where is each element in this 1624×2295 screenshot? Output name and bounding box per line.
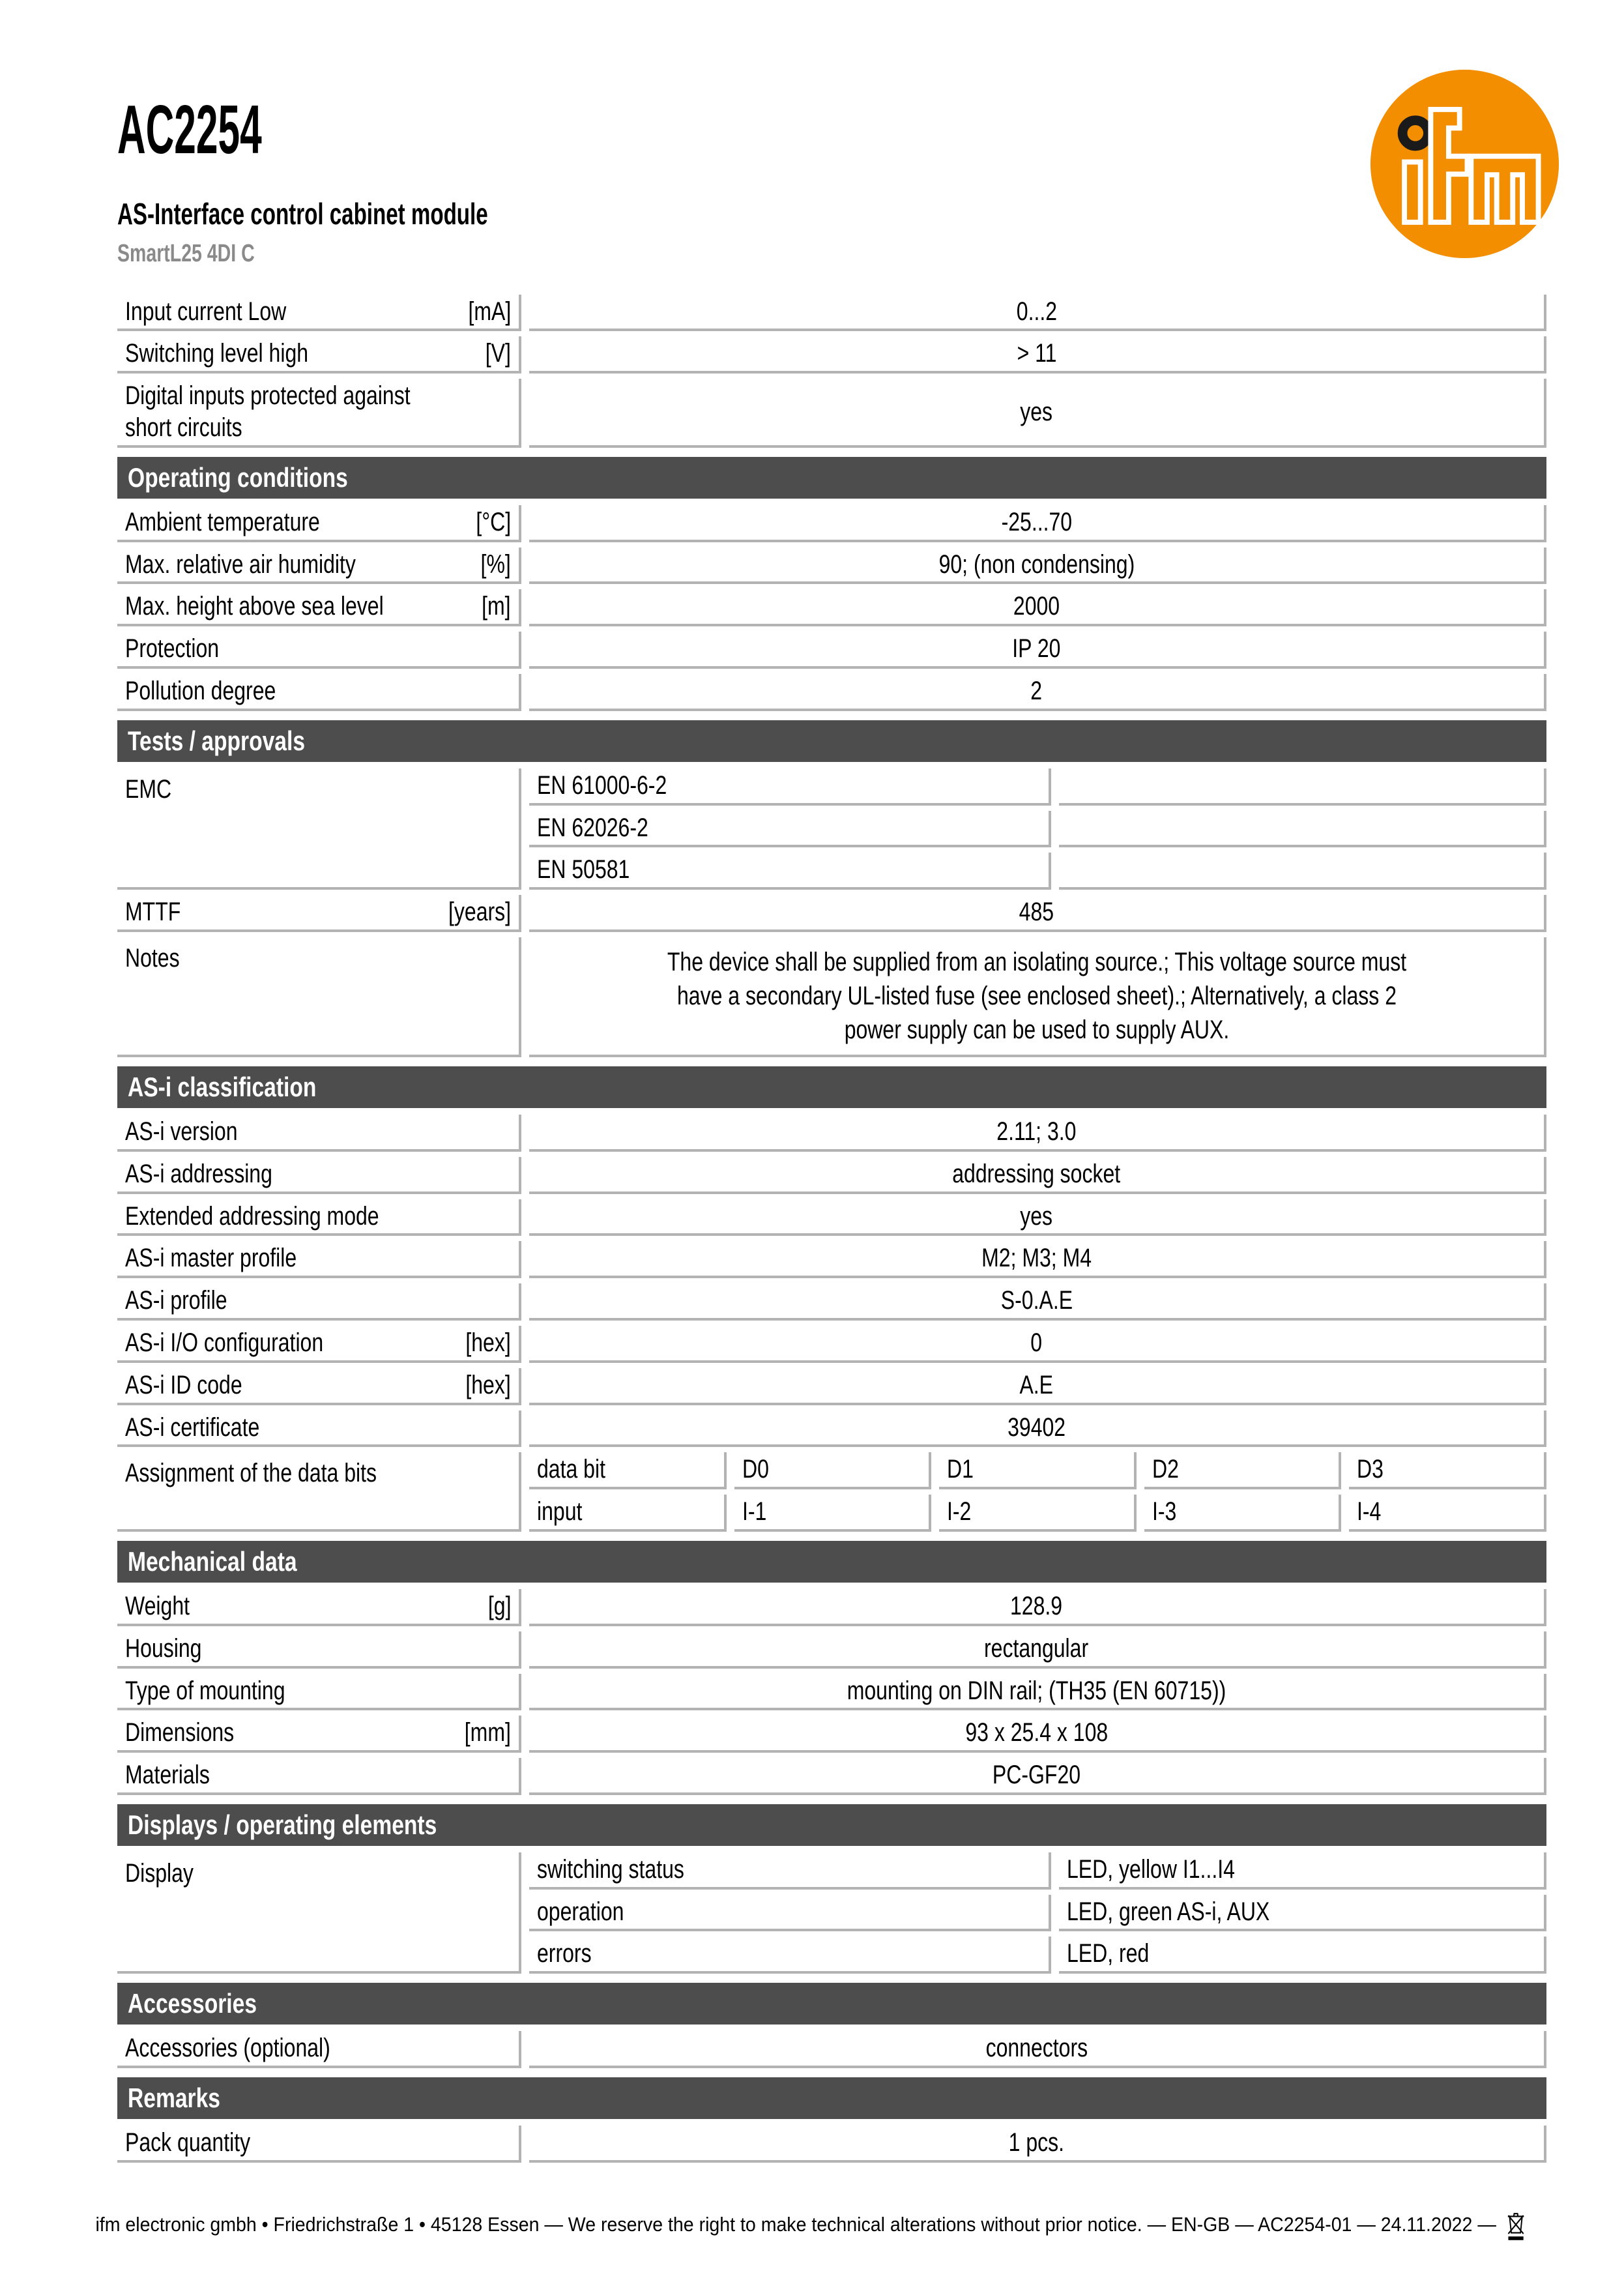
spec-row bbox=[117, 1241, 1546, 1278]
row-label: Display bbox=[125, 1858, 194, 1888]
sub-cell bbox=[734, 1495, 932, 1532]
sub-cell-value: EN 50581 bbox=[537, 855, 630, 884]
row-label-cell bbox=[117, 505, 521, 542]
row-value: 2000 bbox=[1013, 592, 1060, 621]
spec-row bbox=[117, 548, 1546, 585]
spec-row bbox=[117, 1157, 1546, 1194]
spec-row bbox=[117, 1758, 1546, 1795]
row-label: Assignment of the data bits bbox=[125, 1459, 377, 1488]
sub-row bbox=[529, 1895, 1546, 1932]
sub-table bbox=[529, 1452, 1546, 1532]
row-label-cell bbox=[117, 1411, 521, 1448]
sub-cell-value: I-2 bbox=[947, 1497, 972, 1527]
row-unit: [hex] bbox=[465, 1328, 511, 1357]
weee-crossed-bin-icon bbox=[1503, 2206, 1529, 2243]
row-value: 90; (non condensing) bbox=[938, 549, 1135, 579]
spec-row bbox=[117, 2031, 1546, 2068]
sub-cell-value: D1 bbox=[947, 1455, 974, 1484]
sub-cell bbox=[1059, 811, 1546, 848]
row-value-cell bbox=[529, 1631, 1546, 1669]
sub-cell bbox=[529, 1895, 1051, 1932]
row-value: 1 pcs. bbox=[1008, 2128, 1065, 2157]
row-value: A.E bbox=[1019, 1370, 1054, 1399]
row-label-cell bbox=[117, 1368, 521, 1405]
sub-row bbox=[529, 811, 1546, 848]
row-label: Materials bbox=[125, 1761, 210, 1790]
sub-table bbox=[529, 768, 1546, 890]
row-value: yes bbox=[1020, 1201, 1053, 1231]
row-value-cell bbox=[529, 1199, 1546, 1236]
sub-row bbox=[529, 768, 1546, 806]
spec-row bbox=[117, 1674, 1546, 1711]
sub-table bbox=[529, 1852, 1546, 1974]
row-value: S-0.A.E bbox=[1000, 1286, 1073, 1315]
row-value: 0...2 bbox=[1016, 297, 1057, 326]
row-unit: [g] bbox=[487, 1591, 511, 1620]
spec-row bbox=[117, 295, 1546, 332]
row-label: Input current Low bbox=[125, 297, 287, 326]
sub-cell-value: LED, green AS-i, AUX bbox=[1066, 1897, 1269, 1926]
row-label-cell bbox=[117, 1589, 521, 1626]
row-value: rectangular bbox=[984, 1633, 1089, 1663]
sub-cell-value: D3 bbox=[1357, 1455, 1384, 1484]
row-value: The device shall be supplied from an isolating source.; This voltage source must have a secondary UL-listed fuse (see enclosed sheet).; Alternatively, a class 2 power supply can be used to supply AUX. bbox=[667, 947, 1406, 1044]
row-value-cell bbox=[529, 295, 1546, 332]
row-label-cell bbox=[117, 2126, 521, 2163]
row-value-cell bbox=[529, 1115, 1546, 1152]
spec-row bbox=[117, 1452, 1546, 1532]
footer-text: ifm electronic gmbh • Friedrichstraße 1 • 45128 Essen — We reserve the right to make technical alterations without prior notice. — EN-GB — AC2254-01 — 24.11.2022 — bbox=[95, 2213, 1496, 2236]
row-label: Accessories (optional) bbox=[125, 2034, 330, 2063]
spec-row bbox=[117, 1411, 1546, 1448]
spec-row bbox=[117, 2126, 1546, 2163]
row-value-cell bbox=[529, 895, 1546, 932]
row-label-cell bbox=[117, 1852, 521, 1974]
row-label: Type of mounting bbox=[125, 1676, 285, 1705]
row-value: PC-GF20 bbox=[992, 1761, 1081, 1790]
row-label: Digital inputs protected against short circuits bbox=[125, 381, 411, 442]
sub-cell bbox=[1059, 1895, 1546, 1932]
section-header bbox=[117, 2077, 1546, 2119]
sub-cell-value: data bit bbox=[537, 1455, 605, 1484]
sub-cell-value: EN 61000-6-2 bbox=[537, 770, 667, 800]
row-label: AS-i version bbox=[125, 1117, 238, 1146]
spec-row bbox=[117, 589, 1546, 626]
sub-cell bbox=[1059, 853, 1546, 890]
spec-row bbox=[117, 336, 1546, 373]
sub-row bbox=[529, 1452, 1546, 1489]
row-value-cell bbox=[529, 589, 1546, 626]
spec-row bbox=[117, 1199, 1546, 1236]
sub-cell-value: D0 bbox=[742, 1455, 769, 1484]
row-label: AS-i profile bbox=[125, 1286, 227, 1315]
section-header bbox=[117, 457, 1546, 499]
row-label-cell bbox=[117, 768, 521, 890]
sub-cell-value: errors bbox=[537, 1939, 592, 1968]
row-value-cell bbox=[529, 1241, 1546, 1278]
row-label: EMC bbox=[125, 774, 172, 804]
row-label-cell bbox=[117, 379, 521, 448]
row-value-cell bbox=[529, 632, 1546, 669]
row-label: Dimensions bbox=[125, 1718, 235, 1747]
spec-row bbox=[117, 1326, 1546, 1363]
row-label-cell bbox=[117, 295, 521, 332]
sub-cell bbox=[939, 1495, 1137, 1532]
sub-cell-value: I-1 bbox=[742, 1497, 766, 1527]
row-value-cell bbox=[529, 1716, 1546, 1753]
row-value: 0 bbox=[1030, 1328, 1043, 1357]
sub-cell-value: operation bbox=[537, 1897, 624, 1926]
page-footer bbox=[65, 2206, 1559, 2243]
page-subtitle: AS-Interface control cabinet module bbox=[117, 197, 488, 231]
section-header-label: AS-i classification bbox=[128, 1071, 317, 1102]
section-header bbox=[117, 720, 1546, 762]
row-label-cell bbox=[117, 1326, 521, 1363]
spec-row bbox=[117, 1589, 1546, 1626]
spec-row bbox=[117, 379, 1546, 448]
row-label: Switching level high bbox=[125, 339, 309, 368]
row-label: Weight bbox=[125, 1591, 190, 1620]
row-value: IP 20 bbox=[1012, 634, 1061, 664]
row-unit: [mA] bbox=[468, 297, 511, 326]
row-label: AS-i addressing bbox=[125, 1159, 272, 1188]
sub-cell bbox=[529, 1452, 727, 1489]
sub-row bbox=[529, 1937, 1546, 1974]
row-label-cell bbox=[117, 2031, 521, 2068]
row-label-cell bbox=[117, 937, 521, 1057]
row-label-cell bbox=[117, 1241, 521, 1278]
row-label-cell bbox=[117, 1157, 521, 1194]
sub-cell bbox=[1349, 1495, 1546, 1532]
row-label: Ambient temperature bbox=[125, 507, 320, 536]
sub-cell bbox=[529, 1937, 1051, 1974]
row-value-cell bbox=[529, 1326, 1546, 1363]
row-value-cell bbox=[529, 2031, 1546, 2068]
row-label-cell bbox=[117, 589, 521, 626]
spec-row bbox=[117, 768, 1546, 890]
spec-row bbox=[117, 1115, 1546, 1152]
row-unit: [mm] bbox=[464, 1718, 511, 1747]
sub-cell bbox=[734, 1452, 932, 1489]
sub-cell-value: D2 bbox=[1152, 1455, 1179, 1484]
row-unit: [V] bbox=[485, 339, 511, 368]
section-header bbox=[117, 1541, 1546, 1583]
sub-cell bbox=[1349, 1452, 1546, 1489]
row-value-cell bbox=[529, 1411, 1546, 1448]
sub-cell bbox=[1059, 1937, 1546, 1974]
sub-cell-value: EN 62026-2 bbox=[537, 813, 648, 842]
sub-row bbox=[529, 1495, 1546, 1532]
sub-cell bbox=[529, 1852, 1051, 1890]
row-value: 39402 bbox=[1007, 1412, 1066, 1442]
sub-cell bbox=[1059, 768, 1546, 806]
row-label: AS-i I/O configuration bbox=[125, 1328, 324, 1357]
page-title: AC2254 bbox=[117, 91, 262, 168]
row-value-cell bbox=[529, 1589, 1546, 1626]
spec-row bbox=[117, 632, 1546, 669]
row-value-cell bbox=[529, 937, 1546, 1057]
spec-table bbox=[117, 295, 1546, 2163]
sub-row bbox=[529, 1852, 1546, 1890]
row-unit: [%] bbox=[480, 549, 511, 579]
section-header-label: Operating conditions bbox=[128, 461, 348, 493]
row-value: connectors bbox=[985, 2034, 1088, 2063]
section-header-label: Accessories bbox=[128, 1988, 257, 2019]
row-value-cell bbox=[529, 505, 1546, 542]
sub-cell bbox=[1144, 1452, 1342, 1489]
sub-cell-value: input bbox=[537, 1497, 583, 1527]
section-header bbox=[117, 1804, 1546, 1846]
row-label-cell bbox=[117, 1199, 521, 1236]
row-label: AS-i certificate bbox=[125, 1412, 260, 1442]
spec-row bbox=[117, 674, 1546, 711]
page-content bbox=[117, 91, 1546, 2168]
sub-cell bbox=[529, 853, 1051, 890]
sub-cell bbox=[1059, 1852, 1546, 1890]
section-header-label: Remarks bbox=[128, 2083, 220, 2114]
row-label: Extended addressing mode bbox=[125, 1201, 379, 1231]
sub-cell bbox=[529, 811, 1051, 848]
spec-row bbox=[117, 1368, 1546, 1405]
row-label: AS-i ID code bbox=[125, 1370, 242, 1399]
row-unit: [°C] bbox=[476, 507, 511, 536]
row-label: AS-i master profile bbox=[125, 1244, 297, 1273]
row-value-cell bbox=[529, 336, 1546, 373]
sub-cell bbox=[1144, 1495, 1342, 1532]
row-value-cell bbox=[529, 1368, 1546, 1405]
row-value-cell bbox=[529, 1758, 1546, 1795]
section-header-label: Mechanical data bbox=[128, 1545, 297, 1577]
row-label: Pollution degree bbox=[125, 676, 276, 705]
row-value-cell bbox=[529, 1157, 1546, 1194]
row-label-cell bbox=[117, 1674, 521, 1711]
row-value-cell bbox=[529, 674, 1546, 711]
row-value-cell bbox=[529, 1283, 1546, 1321]
sub-row bbox=[529, 853, 1546, 890]
row-label: Protection bbox=[125, 634, 220, 664]
row-label-cell bbox=[117, 1452, 521, 1532]
spec-row bbox=[117, 505, 1546, 542]
row-value: > 11 bbox=[1017, 339, 1056, 368]
section-header bbox=[117, 1066, 1546, 1108]
section-header-label: Displays / operating elements bbox=[128, 1809, 437, 1840]
section-header bbox=[117, 1983, 1546, 2025]
row-label-cell bbox=[117, 895, 521, 932]
row-value: 128.9 bbox=[1010, 1591, 1063, 1620]
row-value: 485 bbox=[1019, 898, 1054, 927]
sub-cell-value: LED, red bbox=[1066, 1939, 1149, 1968]
sub-cell-value: I-4 bbox=[1357, 1497, 1382, 1527]
row-value-cell bbox=[529, 548, 1546, 585]
spec-row bbox=[117, 1716, 1546, 1753]
row-value: M2; M3; M4 bbox=[981, 1244, 1092, 1273]
row-value-cell bbox=[529, 1674, 1546, 1711]
row-label-cell bbox=[117, 674, 521, 711]
row-value: 2 bbox=[1030, 676, 1043, 705]
row-label: Housing bbox=[125, 1633, 202, 1663]
row-value: yes bbox=[1020, 397, 1053, 426]
row-label-cell bbox=[117, 632, 521, 669]
row-label: Notes bbox=[125, 943, 180, 972]
spec-row bbox=[117, 895, 1546, 932]
sub-cell bbox=[939, 1452, 1137, 1489]
sub-cell-value: LED, yellow I1...I4 bbox=[1066, 1854, 1235, 1884]
row-label-cell bbox=[117, 1115, 521, 1152]
row-label-cell bbox=[117, 548, 521, 585]
row-label-cell bbox=[117, 1631, 521, 1669]
sub-cell-value: switching status bbox=[537, 1854, 684, 1884]
row-label: Pack quantity bbox=[125, 2128, 251, 2157]
spec-row bbox=[117, 937, 1546, 1057]
spec-row bbox=[117, 1631, 1546, 1669]
product-name: SmartL25 4DI C bbox=[117, 239, 255, 267]
spec-row bbox=[117, 1283, 1546, 1321]
row-value-cell bbox=[529, 379, 1546, 448]
row-label: Max. height above sea level bbox=[125, 592, 384, 621]
row-value-cell bbox=[529, 2126, 1546, 2163]
row-label-cell bbox=[117, 1283, 521, 1321]
row-value: 2.11; 3.0 bbox=[996, 1117, 1077, 1146]
sub-cell bbox=[529, 1495, 727, 1532]
row-value: addressing socket bbox=[952, 1159, 1121, 1188]
row-value: -25...70 bbox=[1001, 507, 1072, 536]
row-unit: [hex] bbox=[465, 1370, 511, 1399]
row-value: 93 x 25.4 x 108 bbox=[965, 1718, 1108, 1747]
row-label-cell bbox=[117, 1758, 521, 1795]
sub-cell-value: I-3 bbox=[1152, 1497, 1177, 1527]
row-label: Max. relative air humidity bbox=[125, 549, 356, 579]
row-label-cell bbox=[117, 336, 521, 373]
row-unit: [years] bbox=[448, 898, 511, 927]
spec-row bbox=[117, 1852, 1546, 1974]
row-value: mounting on DIN rail; (TH35 (EN 60715)) bbox=[847, 1676, 1226, 1705]
row-label-cell bbox=[117, 1716, 521, 1753]
row-unit: [m] bbox=[482, 592, 511, 621]
section-header-label: Tests / approvals bbox=[128, 725, 306, 756]
row-label: MTTF bbox=[125, 898, 181, 927]
sub-cell bbox=[529, 768, 1051, 806]
